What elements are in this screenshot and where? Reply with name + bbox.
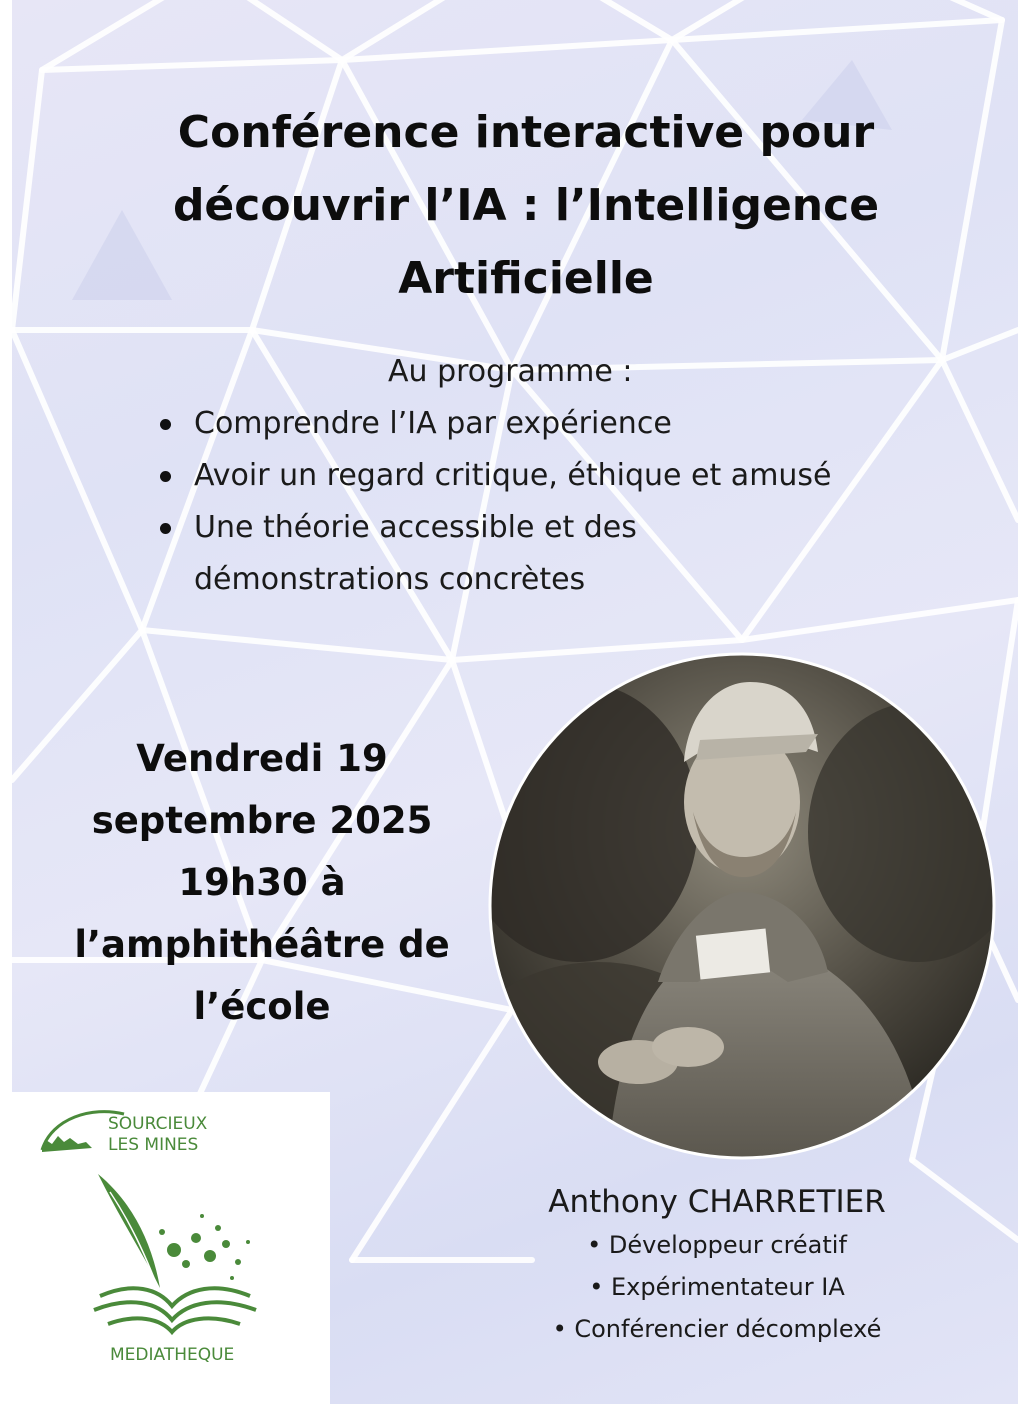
event-title-line-3: Artificielle xyxy=(398,253,654,304)
logos-graphic xyxy=(12,1092,330,1404)
program-item-text: Une théorie accessible et des démonstrations concrètes xyxy=(194,510,637,597)
program-list xyxy=(152,398,952,606)
bullet-icon xyxy=(160,523,171,534)
speaker-name: Anthony CHARRETIER xyxy=(548,1184,886,1220)
sparkles-icon xyxy=(159,1214,250,1280)
program-item xyxy=(152,398,952,450)
event-title-line-2: découvrir l’IA : l’Intelligence xyxy=(172,180,880,231)
speaker-info xyxy=(512,1180,922,1350)
town-name-line-2: LES MINES xyxy=(108,1135,199,1155)
open-book-icon xyxy=(94,1288,256,1332)
town-logo xyxy=(42,1112,208,1155)
library-name: MEDIATHEQUE xyxy=(110,1345,235,1365)
bullet-icon xyxy=(160,471,171,482)
speaker-role: • Développeur créatif xyxy=(587,1231,847,1259)
program-item-text: Avoir un regard critique, éthique et amusé xyxy=(194,458,832,493)
town-name-line-1: SOURCIEUX xyxy=(108,1114,208,1134)
bullet-icon xyxy=(160,419,171,430)
program-heading: Au programme : xyxy=(388,354,633,389)
library-logo xyxy=(94,1174,256,1365)
time-line: 19h30 à xyxy=(178,861,346,904)
program-item xyxy=(152,450,952,502)
program-item-text: Comprendre l’IA par expérience xyxy=(194,406,672,441)
event-title-line-1: Conférence interactive pour xyxy=(177,107,875,158)
location-line: l’amphithéâtre de xyxy=(74,923,450,966)
event-title xyxy=(92,96,960,315)
date-line: Vendredi 19 xyxy=(136,737,388,780)
speaker-role: • Conférencier décomplexé xyxy=(552,1315,882,1343)
speaker-portrait xyxy=(488,652,996,1160)
date-line: septembre 2025 xyxy=(91,799,433,842)
speaker-role: • Expérimentateur IA xyxy=(589,1273,845,1301)
logo-panel xyxy=(12,1092,330,1404)
event-date-location xyxy=(52,728,472,1038)
location-line: l’école xyxy=(193,985,331,1028)
program-item xyxy=(152,502,952,606)
